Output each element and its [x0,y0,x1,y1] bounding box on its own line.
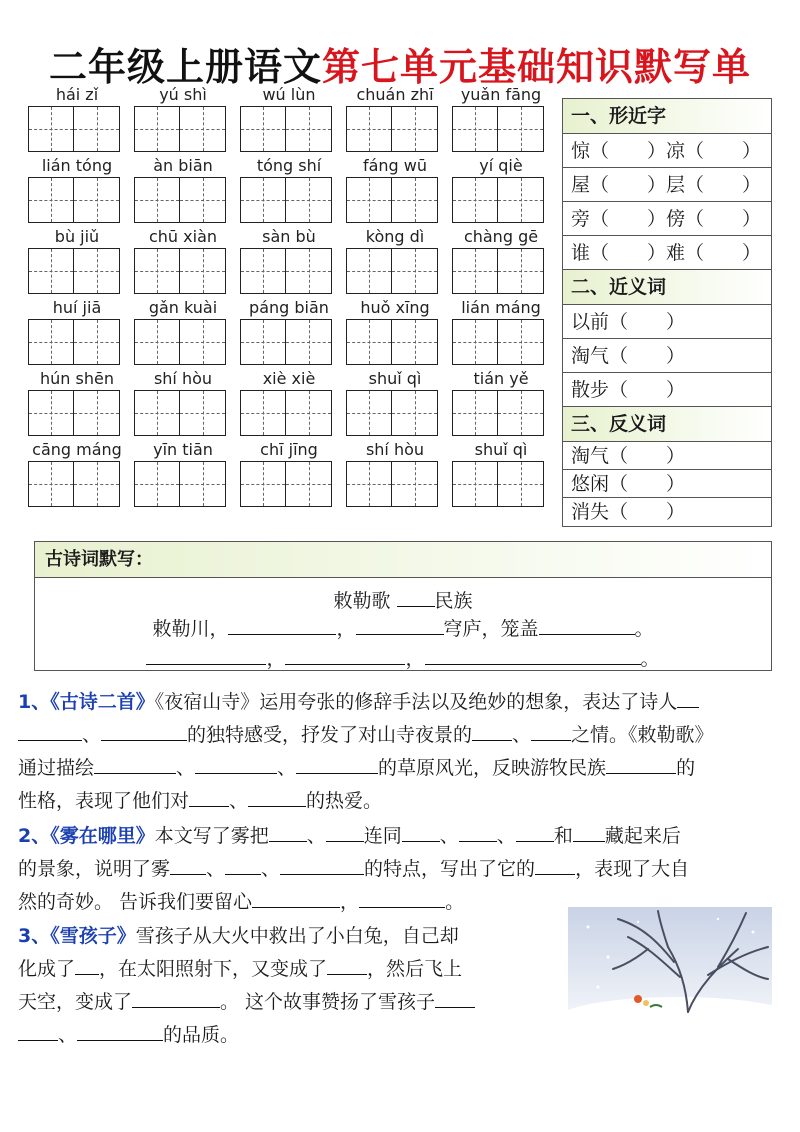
pinyin-label: shuǐ qì [474,440,528,459]
pinyin-row [28,368,556,439]
tianzige-box[interactable] [498,177,544,223]
fill-blank[interactable] [170,855,206,875]
tianzige-box[interactable] [498,319,544,365]
passage-text: 本文写了雾把 [154,825,269,847]
passage-text: 通过描绘 [18,757,95,779]
poem-text: ， [266,648,286,670]
tianzige-box[interactable] [392,390,438,436]
passage-text: 、 [229,790,249,812]
tianzige-box[interactable] [346,248,392,294]
poem-dynasty-blank[interactable] [397,587,435,607]
tianzige-box[interactable] [346,461,392,507]
tianzige-box[interactable] [240,248,286,294]
poem-line-3 [35,644,771,671]
passage-3-title: 3、《雪孩子》 [18,925,136,947]
jinyi-item[interactable]: 散步（ ） [563,373,771,407]
pinyin-word [134,368,232,436]
fill-blank[interactable] [459,822,497,842]
tianzige-box[interactable] [134,177,180,223]
jinyi-item[interactable]: 淘气（ ） [563,339,771,373]
passage-1-title: 1、《古诗二首》 [18,691,155,713]
poem-blank[interactable] [228,615,336,635]
pinyin-row [28,297,556,368]
tianzige-box[interactable] [346,319,392,365]
pinyin-row [28,155,556,226]
tianzige-box[interactable] [452,319,498,365]
pinyin-word [134,439,232,507]
pinyin-row [28,439,556,510]
tianzige-box[interactable] [28,319,74,365]
pinyin-word [346,368,444,436]
fill-blank[interactable] [327,955,367,975]
pinyin-word [28,297,126,365]
tianzige-box[interactable] [286,177,332,223]
pinyin-word [240,155,338,223]
pinyin-row [28,226,556,297]
pinyin-label: lián máng [461,298,541,317]
pinyin-word [346,84,444,152]
pinyin-label: hún shēn [40,369,114,388]
pinyin-label: àn biān [153,156,213,175]
fill-blank[interactable] [248,787,306,807]
passage-text: 的独特感受，抒发了对山寺夜景的 [187,724,473,746]
passage-text: 雪孩子从大火中救出了小白兔，自己却 [135,925,459,947]
pinyin-label: chàng gē [463,227,539,246]
tianzige-box[interactable] [498,248,544,294]
tianzige-box[interactable] [180,106,226,152]
pinyin-word [240,368,338,436]
tianzige-box[interactable] [134,248,180,294]
section-jinyi-header: 二、近义词 [563,270,771,305]
poem-text: 敕勒川， [152,618,229,640]
passage-text: 的草原风光，反映游牧民族 [378,757,607,779]
tianzige-box[interactable] [28,177,74,223]
pinyin-label: cāng máng [32,440,122,459]
tianzige-box[interactable] [498,390,544,436]
passage-text: ，表现了大自 [575,858,690,880]
pinyin-row [28,84,556,155]
fill-blank[interactable] [18,721,82,741]
passage-text: 《夜宿山寺》运用夸张的修辞手法以及绝妙的想象，表达了诗人 [154,691,678,713]
passage-2 [18,820,782,919]
pinyin-label: yīn tiān [153,440,213,459]
pinyin-word [240,226,338,294]
fill-blank[interactable] [132,988,220,1008]
poem-header: 古诗词默写： [35,542,771,578]
fill-blank[interactable] [606,754,676,774]
passage-text: 、 [82,724,102,746]
pinyin-word [452,439,550,507]
tianzige-box[interactable] [28,248,74,294]
tianzige-box[interactable] [452,106,498,152]
fill-blank[interactable] [252,888,340,908]
passage-text: 的 [676,757,696,779]
pinyin-label: chī jīng [260,440,318,459]
tianzige-box[interactable] [452,177,498,223]
passage-text: 、 [512,724,532,746]
fill-blank[interactable] [535,855,575,875]
jinyi-item[interactable]: 以前（ ） [563,305,771,339]
poem-dictation-box [34,541,772,671]
poem-line-2 [35,614,771,641]
tianzige-box[interactable] [180,319,226,365]
pinyin-word [452,368,550,436]
fill-blank[interactable] [531,721,571,741]
pinyin-word [28,155,126,223]
tianzige-box[interactable] [74,461,120,507]
tianzige-box[interactable] [286,319,332,365]
fill-blank[interactable] [573,822,605,842]
poem-text: ， [336,618,356,640]
tianzige-box[interactable] [134,390,180,436]
tianzige-box[interactable] [286,248,332,294]
passage-text: 、 [176,757,196,779]
tianzige-box[interactable] [346,106,392,152]
pinyin-word [452,155,550,223]
xingjin-item[interactable]: 旁（ ）傍（ ） [563,202,771,236]
title-unit: 第七单元基础知识默写单 [322,45,752,89]
poem-blank[interactable] [146,645,266,665]
pinyin-label: bù jiǔ [54,227,100,246]
passage-text: 的热爱。 [306,790,383,812]
pinyin-word [134,297,232,365]
passage-text: 之情。《敕勒歌》 [571,724,714,746]
tianzige-box[interactable] [134,461,180,507]
pinyin-label: wú lùn [262,85,316,104]
fill-blank[interactable] [18,1021,58,1041]
fill-blank[interactable] [94,754,176,774]
passage-2-title: 2、《雾在哪里》 [18,825,155,847]
pinyin-word [346,226,444,294]
pinyin-word [134,155,232,223]
passage-text: 、 [277,757,297,779]
tianzige-box[interactable] [240,177,286,223]
tianzige-box[interactable] [392,177,438,223]
poem-dynasty-label: 民族 [434,590,473,612]
pinyin-word [346,439,444,507]
poem-title: 敕勒歌 [333,590,391,612]
fill-blank[interactable] [225,855,261,875]
title-grade: 二年级上册语文 [48,45,322,89]
pinyin-word [28,368,126,436]
passage-text: 、 [261,858,281,880]
pinyin-label: chuán zhī [356,85,434,104]
poem-title-line [35,586,771,613]
passage-text: 、 [306,825,326,847]
pinyin-label: shí hòu [153,369,213,388]
pinyin-word [134,84,232,152]
page-title [0,36,800,91]
fill-blank[interactable] [359,888,445,908]
pinyin-label: shí hòu [365,440,425,459]
passage-text: 然的奇妙。 告诉我们要留心 [18,891,253,913]
passage-text: 的品质。 [163,1024,240,1046]
passage-text: ， [340,891,360,913]
tianzige-box[interactable] [28,106,74,152]
tianzige-box[interactable] [452,461,498,507]
pinyin-label: kòng dì [365,227,425,246]
passage-text: ，然后飞上 [367,958,463,980]
fill-blank[interactable] [326,822,364,842]
tianzige-box[interactable] [452,248,498,294]
pinyin-word [346,155,444,223]
tianzige-box[interactable] [180,390,226,436]
poem-blank[interactable] [539,615,635,635]
tianzige-box[interactable] [74,248,120,294]
pinyin-label: tóng shí [256,156,322,175]
pinyin-label: yuǎn fāng [460,85,542,104]
tianzige-box[interactable] [286,106,332,152]
pinyin-label: huǒ xīng [360,298,430,317]
poem-blank[interactable] [285,645,405,665]
passage-text: 。 [445,891,465,913]
tianzige-box[interactable] [392,248,438,294]
pinyin-label: yí qiè [479,156,523,175]
xingjin-item[interactable]: 惊（ ）凉（ ） [563,134,771,168]
tianzige-box[interactable] [28,390,74,436]
pinyin-word [28,439,126,507]
pinyin-word [28,226,126,294]
passage-text: 和 [553,825,573,847]
fill-blank[interactable] [195,754,277,774]
tianzige-box[interactable] [452,390,498,436]
tianzige-box[interactable] [346,390,392,436]
passage-text: ，在太阳照射下，又变成了 [99,958,328,980]
pinyin-word [346,297,444,365]
pinyin-label: lián tóng [41,156,113,175]
tianzige-box[interactable] [346,177,392,223]
fill-blank[interactable] [101,721,187,741]
tianzige-box[interactable] [286,461,332,507]
pinyin-word [28,84,126,152]
tianzige-box[interactable] [74,177,120,223]
tianzige-box[interactable] [240,461,286,507]
pinyin-label: tián yě [473,369,529,388]
tianzige-box[interactable] [392,319,438,365]
poem-text: 。 [640,648,660,670]
tianzige-box[interactable] [498,106,544,152]
passage-3 [18,920,558,1052]
passage-text: 的景象，说明了雾 [18,858,171,880]
vocab-panel [562,98,772,527]
section-xingjin-header: 一、形近字 [563,99,771,134]
pinyin-label: sàn bù [262,227,316,246]
poem-text: 穹庐，笼盖 [443,618,539,640]
pinyin-label: xiè xiè [262,369,316,388]
pinyin-word [240,84,338,152]
pinyin-label: hái zǐ [55,85,99,104]
passage-text: 藏起来后 [604,825,681,847]
tianzige-box[interactable] [28,461,74,507]
fanyi-item[interactable]: 悠闲（ ） [563,470,771,498]
tianzige-box[interactable] [240,319,286,365]
fill-blank[interactable] [296,754,378,774]
tianzige-box[interactable] [180,248,226,294]
tianzige-box[interactable] [392,106,438,152]
fill-blank[interactable] [269,822,307,842]
fill-blank[interactable] [402,822,440,842]
fill-blank[interactable] [189,787,229,807]
pinyin-label: gǎn kuài [148,298,218,317]
tianzige-box[interactable] [134,319,180,365]
fanyi-item[interactable]: 消失（ ） [571,501,686,523]
passage-text: 天空，变成了 [18,991,133,1013]
pinyin-word [240,297,338,365]
passage-text: 性格，表现了他们对 [18,790,190,812]
fill-blank[interactable] [75,955,99,975]
pinyin-label: páng biān [249,298,329,317]
fill-blank[interactable] [280,855,364,875]
pinyin-word [452,297,550,365]
pinyin-word [134,226,232,294]
pinyin-label: chū xiàn [148,227,218,246]
tianzige-box[interactable] [498,461,544,507]
section-fanyi-header: 三、反义词 [563,407,771,442]
poem-text: 。 [634,618,654,640]
pinyin-grid [28,84,556,510]
pinyin-label: shuǐ qì [368,369,422,388]
fill-blank[interactable] [677,688,699,708]
fill-blank[interactable] [435,988,475,1008]
passage-text: 、 [58,1024,78,1046]
fill-blank[interactable] [77,1021,163,1041]
pinyin-label: huí jiā [52,298,102,317]
passage-text: 、 [206,858,226,880]
tianzige-box[interactable] [74,106,120,152]
fill-blank[interactable] [516,822,554,842]
passage-text: 的特点，写出了它的 [364,858,536,880]
poem-text: ， [405,648,425,670]
fanyi-item[interactable]: 淘气（ ） [563,442,771,470]
fill-blank[interactable] [472,721,512,741]
pinyin-label: yú shì [159,85,207,104]
tianzige-box[interactable] [180,177,226,223]
pinyin-word [452,84,550,152]
passage-text: 、 [439,825,459,847]
poem-blank[interactable] [356,615,444,635]
passage-text: 化成了 [18,958,76,980]
passage-text: 连同 [363,825,402,847]
poem-blank[interactable] [425,645,641,665]
tianzige-box[interactable] [286,390,332,436]
pinyin-word [240,439,338,507]
snowy-tree-illustration [568,907,772,1022]
xingjin-item[interactable]: 谁（ ）难（ ） [563,236,771,270]
passage-text: 、 [496,825,516,847]
tianzige-box[interactable] [74,390,120,436]
tianzige-box[interactable] [392,461,438,507]
tianzige-box[interactable] [240,106,286,152]
xingjin-item[interactable]: 屋（ ）层（ ） [563,168,771,202]
tianzige-box[interactable] [240,390,286,436]
pinyin-word [452,226,550,294]
passage-text: 。 这个故事赞扬了雪孩子 [220,991,436,1013]
tianzige-box[interactable] [74,319,120,365]
passage-1 [18,686,782,818]
tianzige-box[interactable] [180,461,226,507]
pinyin-label: fáng wū [362,156,428,175]
tianzige-box[interactable] [134,106,180,152]
